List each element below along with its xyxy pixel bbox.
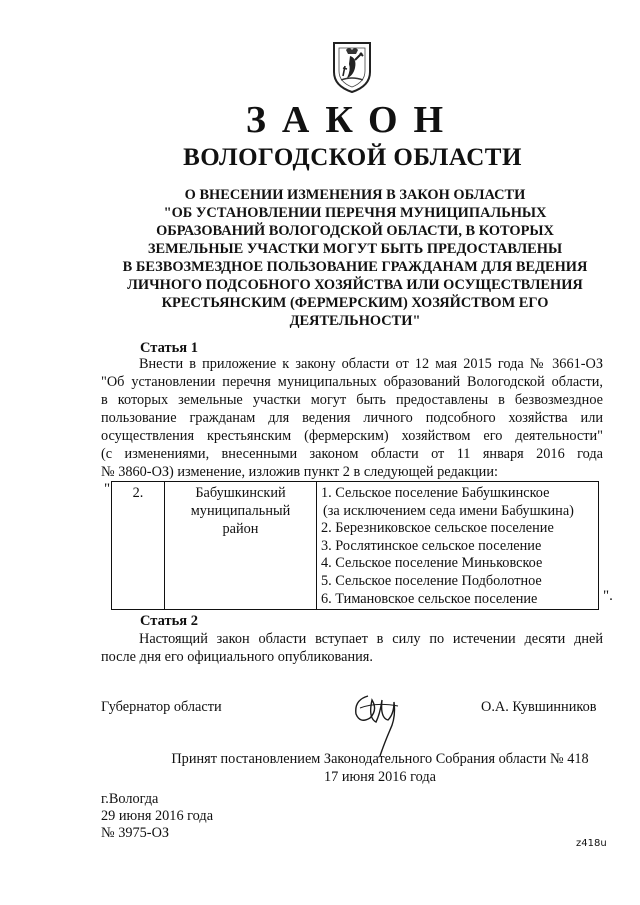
quote-open-mark: ": [104, 481, 111, 497]
document-title: ЗАКОН: [245, 99, 460, 141]
adoption-line: Принят постановлением Законодательного Собрания области № 418: [171, 751, 589, 767]
subtitle-line: ОБРАЗОВАНИЙ ВОЛОГОДСКОЙ ОБЛАСТИ, В КОТОРЫХ: [156, 223, 554, 239]
article-1-text: [101, 355, 603, 481]
document-footer: [101, 791, 213, 842]
text-line: осуществления крестьянским (фермерским) хозяйством его деятельности": [101, 428, 603, 444]
subtitle-line: О ВНЕСЕНИИ ИЗМЕНЕНИЯ В ЗАКОН ОБЛАСТИ: [184, 187, 526, 203]
footer-date: 29 июня 2016 года: [101, 808, 214, 824]
list-item: (за исключением седа имени Бабушкина): [323, 502, 574, 519]
text-line: после дня его официального опубликования.: [101, 649, 373, 665]
quote-close-mark: ".: [603, 588, 613, 604]
district-line: Бабушкинский: [195, 485, 286, 501]
list-item: 6. Тимановское сельское поселение: [321, 590, 538, 607]
law-subtitle: [100, 186, 610, 330]
text-line: в которых земельные участки могут быть предоставлены в безвозмездное: [101, 392, 603, 408]
settlements-cell: [317, 482, 599, 610]
text-line: Настоящий закон области вступает в силу по истечении десяти дней: [139, 631, 603, 647]
coat-of-arms-icon: [331, 40, 373, 94]
list-item: 5. Сельское поселение Подболотное: [321, 572, 542, 589]
text-line: пользование гражданам для ведения личного подсобного хозяйства или: [101, 410, 603, 426]
handwritten-signature-icon: [350, 688, 410, 758]
list-item: 2. Березниковское сельское поселение: [321, 520, 554, 537]
signatory-role: Губернатор области: [101, 699, 222, 715]
list-item: 3. Рослятинское сельское поселение: [321, 537, 542, 554]
district-line: муниципальный: [190, 503, 291, 519]
district-line: район: [222, 521, 259, 537]
text-line: "Об установлении перечня муниципальных образований Вологодской области,: [101, 374, 603, 390]
district-cell: [165, 482, 317, 610]
text-line: Внести в приложение к закону области от 12 мая 2015 года № 3661-ОЗ: [139, 356, 603, 372]
region-title: ВОЛОГОДСКОЙ ОБЛАСТИ: [183, 144, 522, 171]
article-1-title: Статья 1: [140, 340, 198, 356]
text-line: № 3860-ОЗ) изменение, изложив пункт 2 в следующей редакции:: [101, 464, 498, 480]
article-2-text: [101, 630, 603, 666]
article-2-title: Статья 2: [140, 613, 198, 629]
list-item: 4. Сельское поселение Миньковское: [321, 555, 543, 572]
signatory-name: О.А. Кувшинников: [481, 699, 597, 715]
adoption-date: 17 июня 2016 года: [323, 769, 437, 785]
footer-number: № 3975-ОЗ: [101, 825, 170, 841]
footer-city: г.Вологда: [101, 791, 159, 807]
list-item: 1. Сельское поселение Бабушкинское: [321, 485, 550, 501]
row-number: 2.: [112, 482, 165, 610]
subtitle-line: ЛИЧНОГО ПОДСОБНОГО ХОЗЯЙСТВА ИЛИ ОСУЩЕСТВЛЕНИЯ: [127, 277, 583, 293]
subtitle-line: ДЕЯТЕЛЬНОСТИ": [289, 313, 421, 329]
subtitle-line: ЗЕМЕЛЬНЫЕ УЧАСТКИ МОГУТ БЫТЬ ПРЕДОСТАВЛЕНЫ: [147, 241, 563, 257]
text-line: (с изменениями, внесенными законом области от 11 января 2016 года: [101, 446, 603, 462]
table-row: [112, 482, 599, 610]
adoption-note: [100, 750, 640, 786]
subtitle-line: КРЕСТЬЯНСКИМ (ФЕРМЕРСКИМ) ХОЗЯЙСТВОМ ЕГО: [161, 295, 549, 311]
document-code: z418u: [576, 838, 607, 849]
subtitle-line: В БЕЗВОЗМЕЗДНОЕ ПОЛЬЗОВАНИЕ ГРАЖДАНАМ ДЛЯ ВЕДЕНИЯ: [122, 259, 588, 275]
amendment-table: [111, 481, 599, 610]
subtitle-line: "ОБ УСТАНОВЛЕНИИ ПЕРЕЧНЯ МУНИЦИПАЛЬНЫХ: [163, 205, 547, 221]
